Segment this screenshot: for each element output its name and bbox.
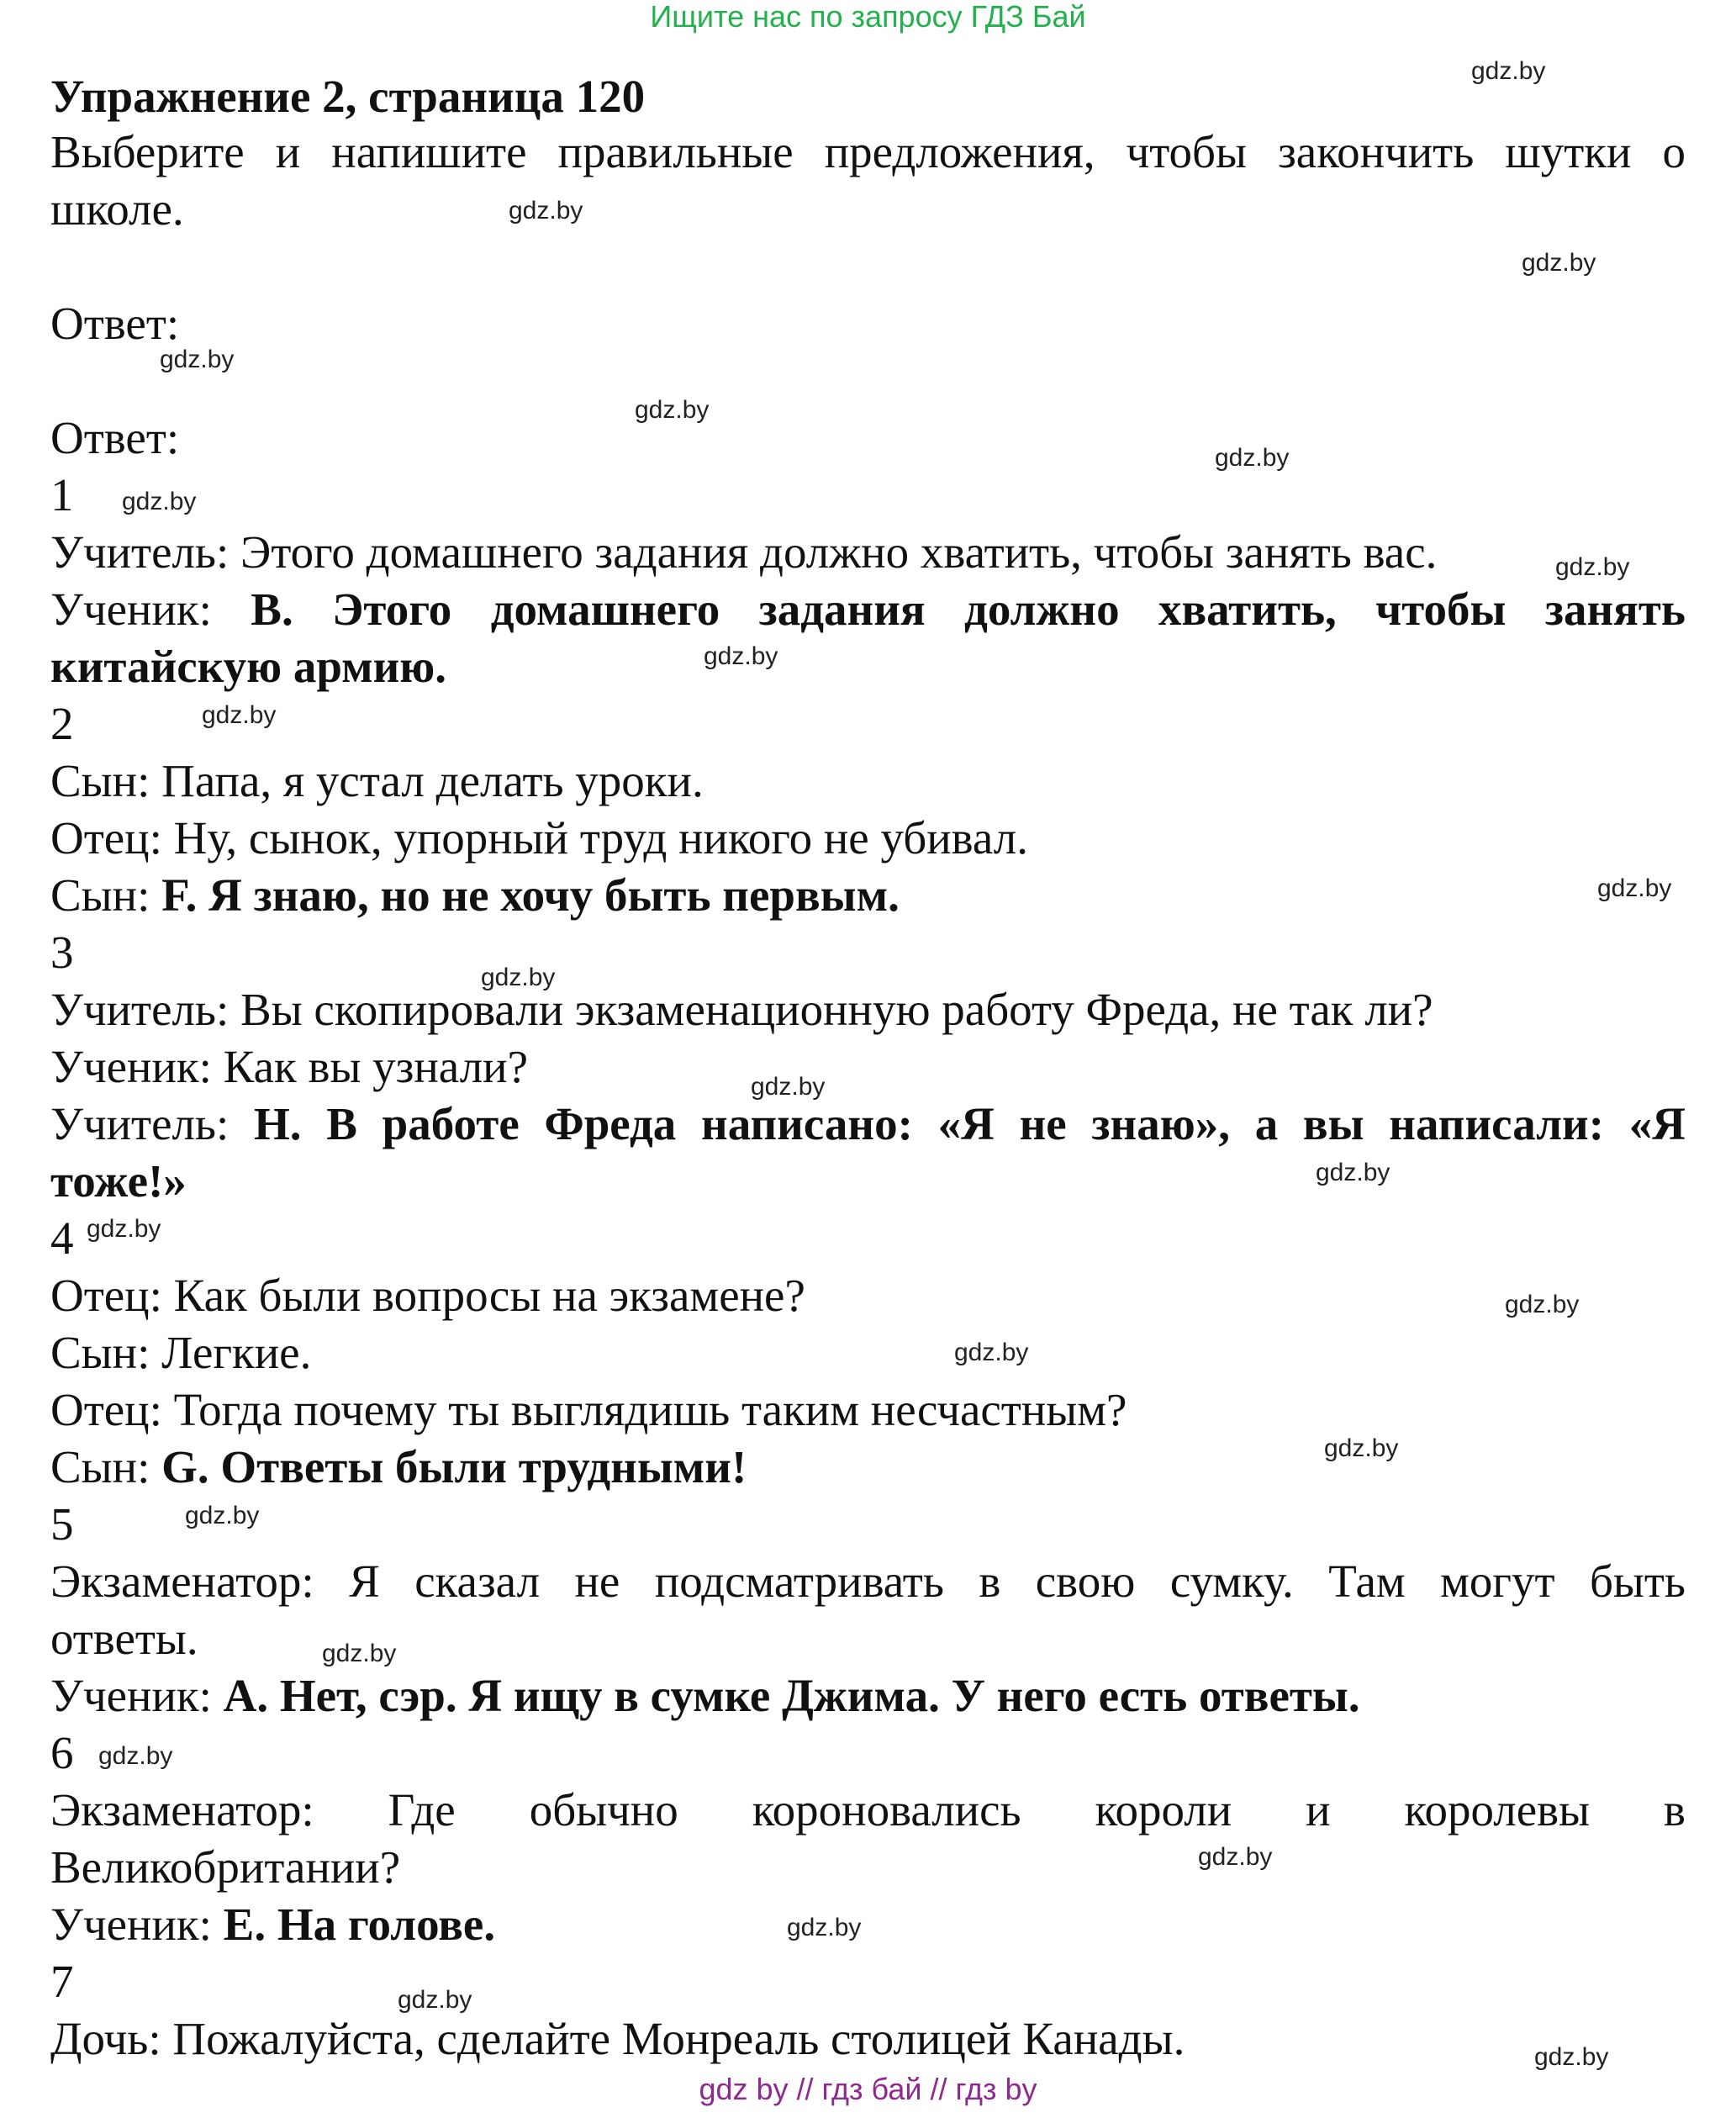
speaker: Учитель: bbox=[50, 1098, 255, 1149]
item-number: 2 bbox=[50, 698, 74, 749]
watermark: gdz.by bbox=[481, 964, 556, 991]
watermark: gdz.by bbox=[1324, 1434, 1399, 1462]
watermark: gdz.by bbox=[202, 701, 277, 729]
watermark: gdz.by bbox=[635, 396, 710, 424]
dialog-line bbox=[50, 1899, 1686, 1951]
answer-text: F. Я знаю, но не хочу быть первым. bbox=[161, 869, 900, 921]
watermark: gdz.by bbox=[1555, 553, 1630, 581]
watermark: gdz.by bbox=[322, 1640, 397, 1667]
exercise-title: Упражнение 2, страница 120 bbox=[50, 71, 646, 122]
speaker: Ученик: bbox=[50, 584, 251, 635]
watermark: gdz.by bbox=[751, 1073, 826, 1101]
dialog-line: Экзаменатор: Где обычно короновались короли и королевы в bbox=[50, 1784, 1686, 1835]
answer-text: тоже!» bbox=[50, 1155, 187, 1207]
dialog-line: Отец: Тогда почему ты выглядишь таким несчастным? bbox=[50, 1384, 1127, 1435]
answer-text: G. Ответы были трудными! bbox=[161, 1441, 747, 1492]
dialog-line: Сын: Легкие. bbox=[50, 1327, 312, 1378]
watermark: gdz.by bbox=[1198, 1843, 1273, 1871]
task-text-line-2: школе. bbox=[50, 183, 184, 235]
watermark: gdz.by bbox=[87, 1215, 161, 1243]
answer-text: H. В работе Фреда написано: «Я не знаю», а вы написали: «Я bbox=[254, 1098, 1686, 1149]
answer-text: E. На голове. bbox=[223, 1899, 496, 1950]
dialog-line: Дочь: Пожалуйста, сделайте Монреаль столицей Канады. bbox=[50, 2013, 1185, 2064]
watermark: gdz.by bbox=[1534, 2043, 1609, 2071]
search-banner[interactable]: Ищите нас по запросу ГДЗ Бай bbox=[650, 0, 1086, 34]
item-number: 3 bbox=[50, 927, 74, 978]
speaker: Сын: bbox=[50, 1441, 162, 1492]
watermark: gdz.by bbox=[1316, 1159, 1390, 1186]
watermark: gdz.by bbox=[704, 642, 778, 670]
watermark: gdz.by bbox=[1471, 57, 1546, 85]
item-number: 5 bbox=[50, 1498, 74, 1550]
watermark: gdz.by bbox=[1597, 874, 1672, 902]
task-text-line-1: Выберите и напишите правильные предложения, чтобы закончить шутки о bbox=[50, 126, 1686, 177]
dialog-line: Ученик: Как вы узнали? bbox=[50, 1041, 528, 1092]
item-number: 7 bbox=[50, 1956, 74, 2007]
dialog-line: Отец: Как были вопросы на экзамене? bbox=[50, 1270, 805, 1321]
dialog-line bbox=[50, 1098, 1686, 1150]
watermark: gdz.by bbox=[954, 1339, 1029, 1366]
watermark: gdz.by bbox=[185, 1502, 260, 1529]
dialog-line: Сын: Папа, я устал делать уроки. bbox=[50, 755, 704, 806]
watermark: gdz.by bbox=[398, 1986, 472, 2014]
dialog-line bbox=[50, 869, 1686, 922]
dialog-line: Великобритании? bbox=[50, 1841, 401, 1893]
answer-label: Ответ: bbox=[50, 412, 180, 463]
watermark: gdz.by bbox=[1215, 444, 1290, 472]
dialog-line: ответы. bbox=[50, 1613, 198, 1664]
answer-text: B. Этого домашнего задания должно хватить, чтобы занять bbox=[251, 584, 1686, 635]
item-number: 4 bbox=[50, 1212, 74, 1264]
dialog-line: Учитель: Вы скопировали экзаменационную работу Фреда, не так ли? bbox=[50, 984, 1433, 1035]
item-number: 1 bbox=[50, 469, 74, 520]
speaker: Сын: bbox=[50, 869, 162, 921]
watermark: gdz.by bbox=[98, 1742, 173, 1770]
answer-text: A. Нет, сэр. Я ищу в сумке Джима. У него есть ответы. bbox=[223, 1670, 1360, 1721]
item-number: 6 bbox=[50, 1727, 74, 1778]
answer-text: китайскую армию. bbox=[50, 641, 447, 692]
dialog-line bbox=[50, 584, 1686, 636]
watermark: gdz.by bbox=[1522, 249, 1596, 277]
speaker: Ученик: bbox=[50, 1670, 224, 1721]
dialog-line bbox=[50, 1670, 1686, 1722]
watermark: gdz.by bbox=[509, 197, 583, 224]
dialog-line: Отец: Ну, сынок, упорный труд никого не убивал. bbox=[50, 812, 1028, 864]
watermark: gdz.by bbox=[787, 1914, 862, 1941]
dialog-line: Учитель: Этого домашнего задания должно хватить, чтобы занять вас. bbox=[50, 526, 1438, 578]
footer-links[interactable]: gdz by // гдз бай // гдз by bbox=[699, 2072, 1037, 2106]
watermark: gdz.by bbox=[122, 488, 197, 515]
watermark: gdz.by bbox=[1505, 1291, 1580, 1318]
watermark: gdz.by bbox=[160, 346, 235, 373]
dialog-line bbox=[50, 1441, 1686, 1493]
speaker: Ученик: bbox=[50, 1899, 224, 1950]
answer-label: Ответ: bbox=[50, 298, 180, 349]
dialog-line: Экзаменатор: Я сказал не подсматривать в свою сумку. Там могут быть bbox=[50, 1555, 1686, 1607]
